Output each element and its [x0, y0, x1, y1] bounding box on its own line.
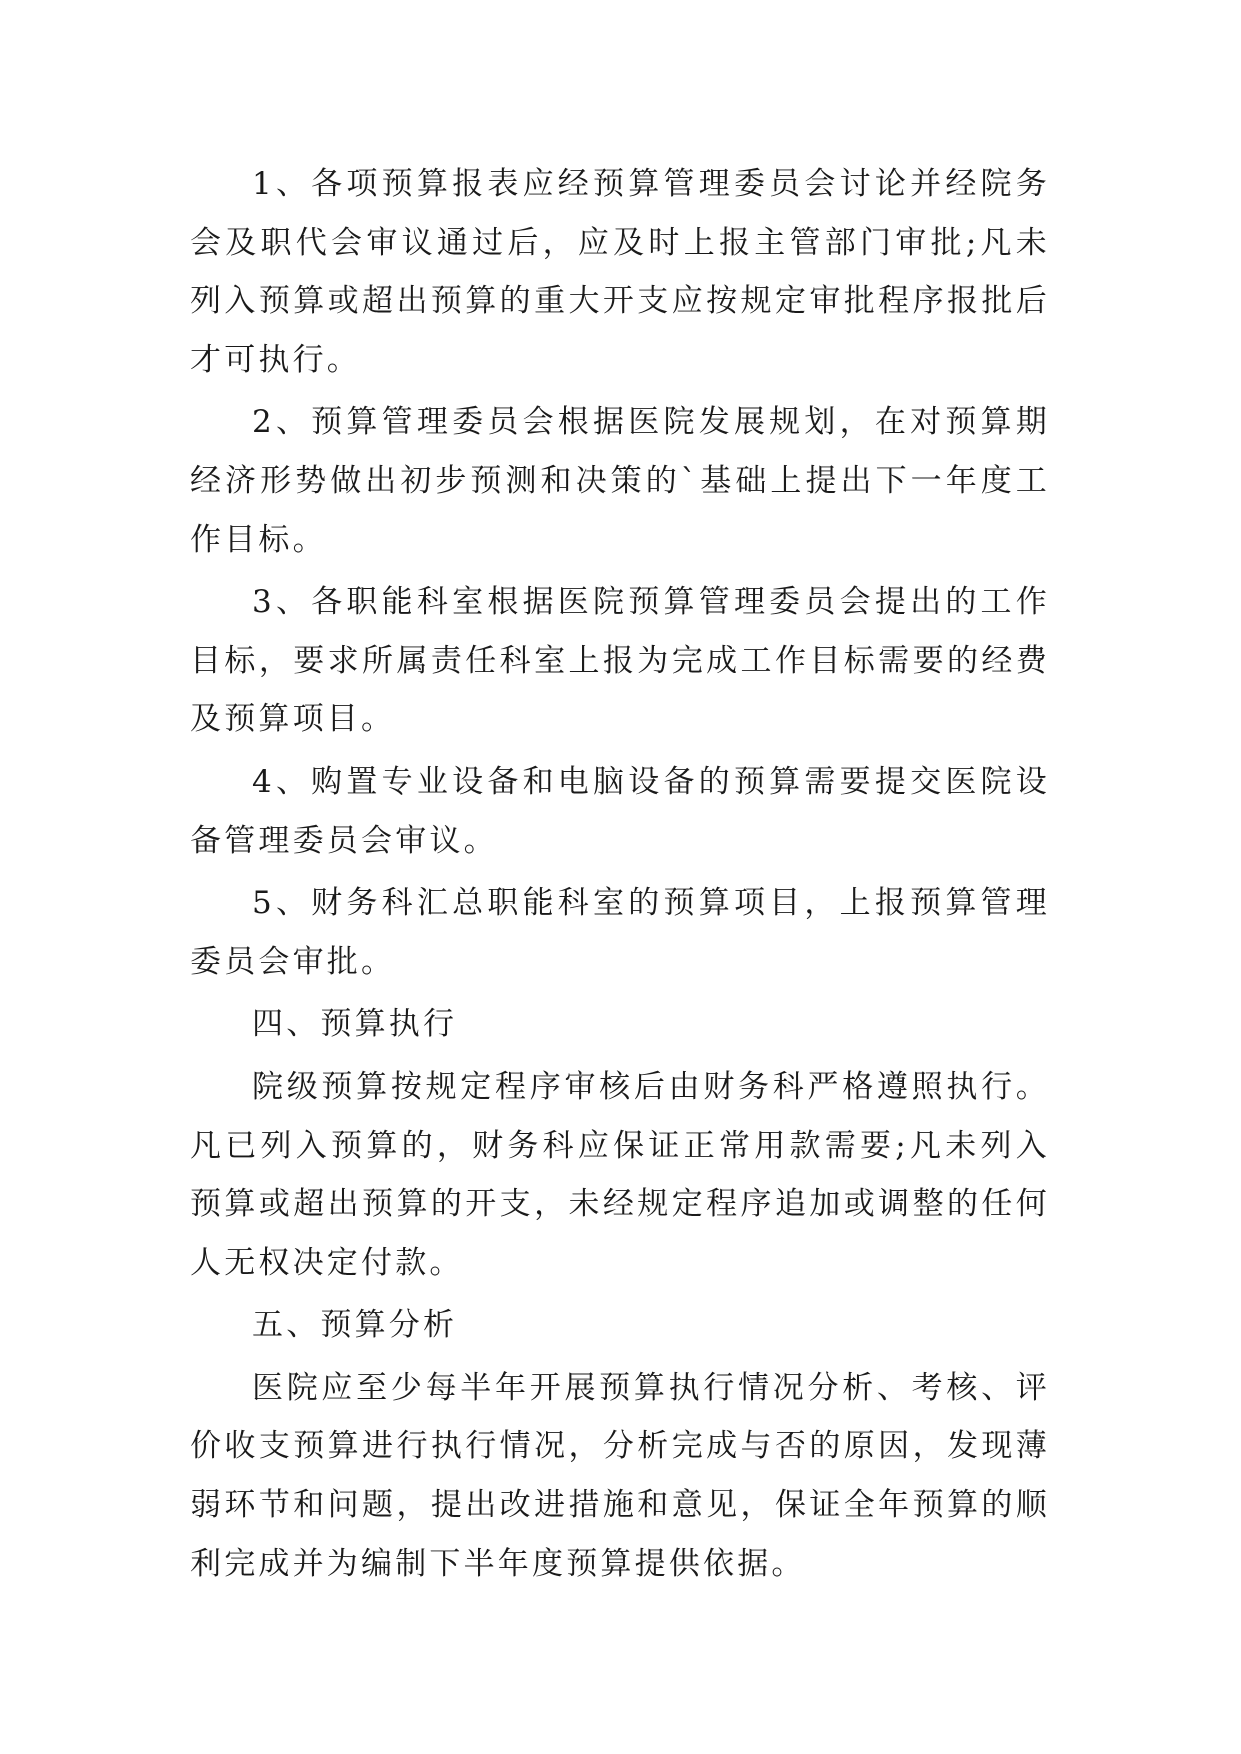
document-body [190, 155, 1050, 1597]
paragraph-work-targets: 2、预算管理委员会根据医院发展规划，在对预算期经济形势做出初步预测和决策的`基础上提出下一年度工作目标。 [190, 404, 1050, 558]
section-heading-budget-analysis: 五、预算分析 [252, 1307, 458, 1344]
paragraph-budget-analysis: 医院应至少每半年开展预算执行情况分析、考核、评价收支预算进行执行情况，分析完成与否的原因，发现薄弱环节和问题，提出改进措施和意见，保证全年预算的顺利完成并为编制下半年度预算提供依据。 [190, 1369, 1050, 1582]
paragraph-budget-approval: 1、各项预算报表应经预算管理委员会讨论并经院务会及职代会审议通过后，应及时上报主管部门审批;凡未列入预算或超出预算的重大开支应按规定审批程序报批后才可执行。 [190, 166, 1050, 378]
paragraph-equipment-purchase: 4、购置专业设备和电脑设备的预算需要提交医院设备管理委员会审议。 [190, 763, 1050, 859]
paragraph-finance-summary: 5、财务科汇总职能科室的预算项目，上报预算管理委员会审批。 [190, 885, 1050, 980]
paragraph-budget-execution: 院级预算按规定程序审核后由财务科严格遵照执行。凡已列入预算的，财务科应保证正常用款需要;凡未列入预算或超出预算的开支，未经规定程序追加或调整的任何人无权决定付款。 [190, 1068, 1050, 1281]
paragraph-department-budget: 3、各职能科室根据医院预算管理委员会提出的工作目标，要求所属责任科室上报为完成工作目标需要的经费及预算项目。 [190, 584, 1050, 738]
section-heading-budget-execution: 四、预算执行 [252, 1006, 458, 1043]
